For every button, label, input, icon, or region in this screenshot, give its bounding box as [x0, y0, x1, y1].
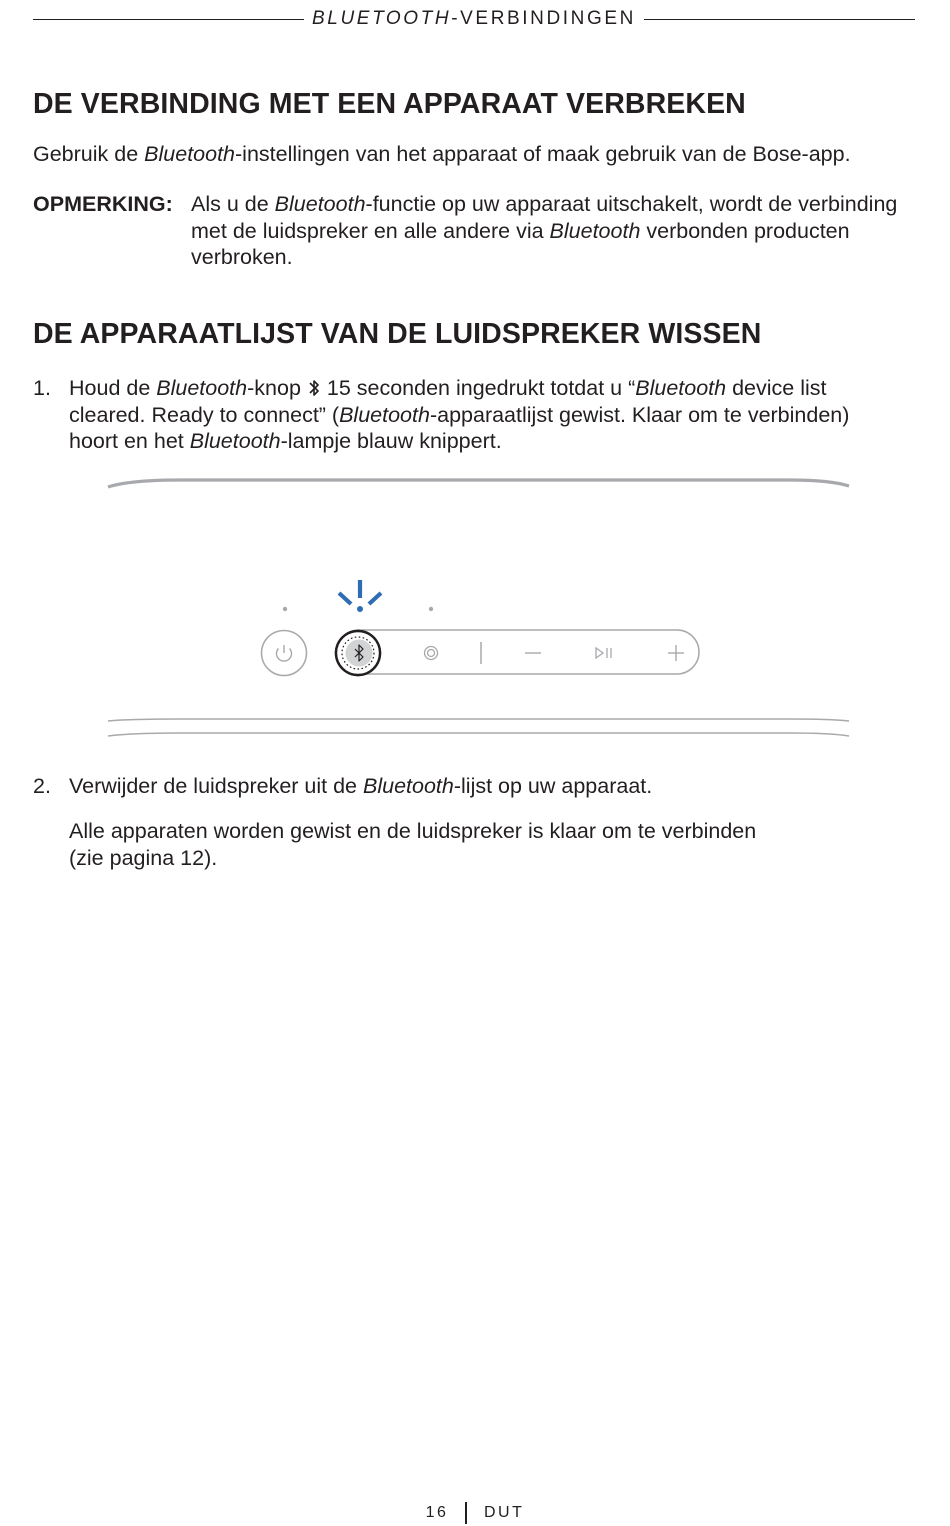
speaker-bottom-edge-2	[108, 733, 849, 736]
button-strip	[337, 630, 699, 674]
note-label: OPMERKING:	[33, 192, 173, 216]
note-body	[191, 191, 921, 271]
step-1-number: 1.	[33, 376, 51, 400]
header-title-italic: BLUETOOTH	[312, 8, 452, 29]
step-1-t6: -apparaatlijst gewist. Klaar om te verbinden)	[429, 402, 850, 427]
step-2-number: 2.	[33, 774, 51, 798]
step-1-i4: Bluetooth	[189, 429, 281, 453]
header-rule-right	[644, 19, 915, 20]
step-1-i1: Bluetooth	[156, 376, 248, 400]
intro-text-1: Gebruik de	[33, 142, 145, 166]
power-led-dot	[283, 607, 287, 611]
speaker-illustration	[100, 470, 860, 750]
language-code: DUT	[483, 1504, 525, 1521]
step-1-i3: Bluetooth	[339, 402, 430, 427]
header-title-rest: -VERBINDINGEN	[451, 8, 636, 29]
volume-up-icon	[668, 645, 684, 661]
step-1-text	[69, 375, 929, 455]
header-title	[304, 8, 644, 30]
step-2-text	[69, 773, 929, 800]
step-1-line-2	[69, 402, 929, 429]
step-2-t1: Verwijder de luidspreker uit de	[69, 774, 363, 798]
footer-separator	[465, 1502, 467, 1524]
power-icon	[277, 645, 292, 661]
step-1-i2: Bluetooth	[635, 376, 727, 400]
speaker-bottom-edge-1	[108, 719, 849, 721]
bluetooth-led-dot	[357, 606, 363, 612]
page-number: 16	[425, 1504, 449, 1521]
action-icon	[425, 647, 438, 660]
bluetooth-symbol-icon	[307, 378, 321, 398]
bluetooth-led-blinking	[339, 580, 381, 604]
note-text-1: Als u de	[191, 192, 275, 216]
step-1-t2: -knop	[247, 376, 301, 400]
step-1-line-1	[69, 375, 929, 402]
step-2-t2: -lijst op uw apparaat.	[453, 774, 653, 798]
speaker-top-edge	[108, 480, 849, 487]
step-2-result-line-1: Alle apparaten worden gewist en de luidspreker is klaar om te verbinden	[69, 819, 757, 843]
note-italic-1: Bluetooth	[274, 192, 366, 216]
step-2-result	[69, 818, 929, 871]
note-text-2: -functie op uw apparaat uitschakelt, wordt de verbinding met de luidspreker en alle andere via	[191, 192, 898, 243]
page-footer	[0, 1500, 950, 1526]
intro-text-2: -instellingen van het apparaat of maak gebruik van de Bose-app.	[235, 142, 851, 166]
step-2-result-line-2: (zie pagina 12).	[69, 845, 218, 870]
action-led-dot	[429, 607, 433, 611]
step-1-t4: device list	[726, 376, 827, 400]
step-1-t7: hoort en het	[69, 429, 190, 453]
step-1-t1: Houd de	[69, 376, 157, 400]
bluetooth-button-pressed	[336, 631, 380, 675]
running-header	[33, 6, 915, 32]
header-rule-left	[33, 19, 304, 20]
section-title-disconnect: DE VERBINDING MET EEN APPARAAT VERBREKEN	[33, 88, 746, 120]
step-1-t5: cleared. Ready to connect” (	[69, 402, 340, 427]
step-2-i1: Bluetooth	[363, 774, 454, 798]
note-italic-2: Bluetooth	[549, 218, 641, 243]
step-1-t8: -lampje blauw knippert.	[280, 429, 502, 453]
section-title-clear-list: DE APPARAATLIJST VAN DE LUIDSPREKER WISSEN	[33, 318, 762, 350]
play-pause-icon	[596, 648, 611, 658]
step-1-t3: 15 seconden ingedrukt totdat u “	[320, 376, 636, 400]
note-text-3: verbonden producten verbroken.	[191, 218, 850, 269]
intro-italic: Bluetooth	[144, 142, 236, 166]
intro-paragraph	[33, 141, 851, 168]
step-1-line-3	[69, 428, 929, 455]
